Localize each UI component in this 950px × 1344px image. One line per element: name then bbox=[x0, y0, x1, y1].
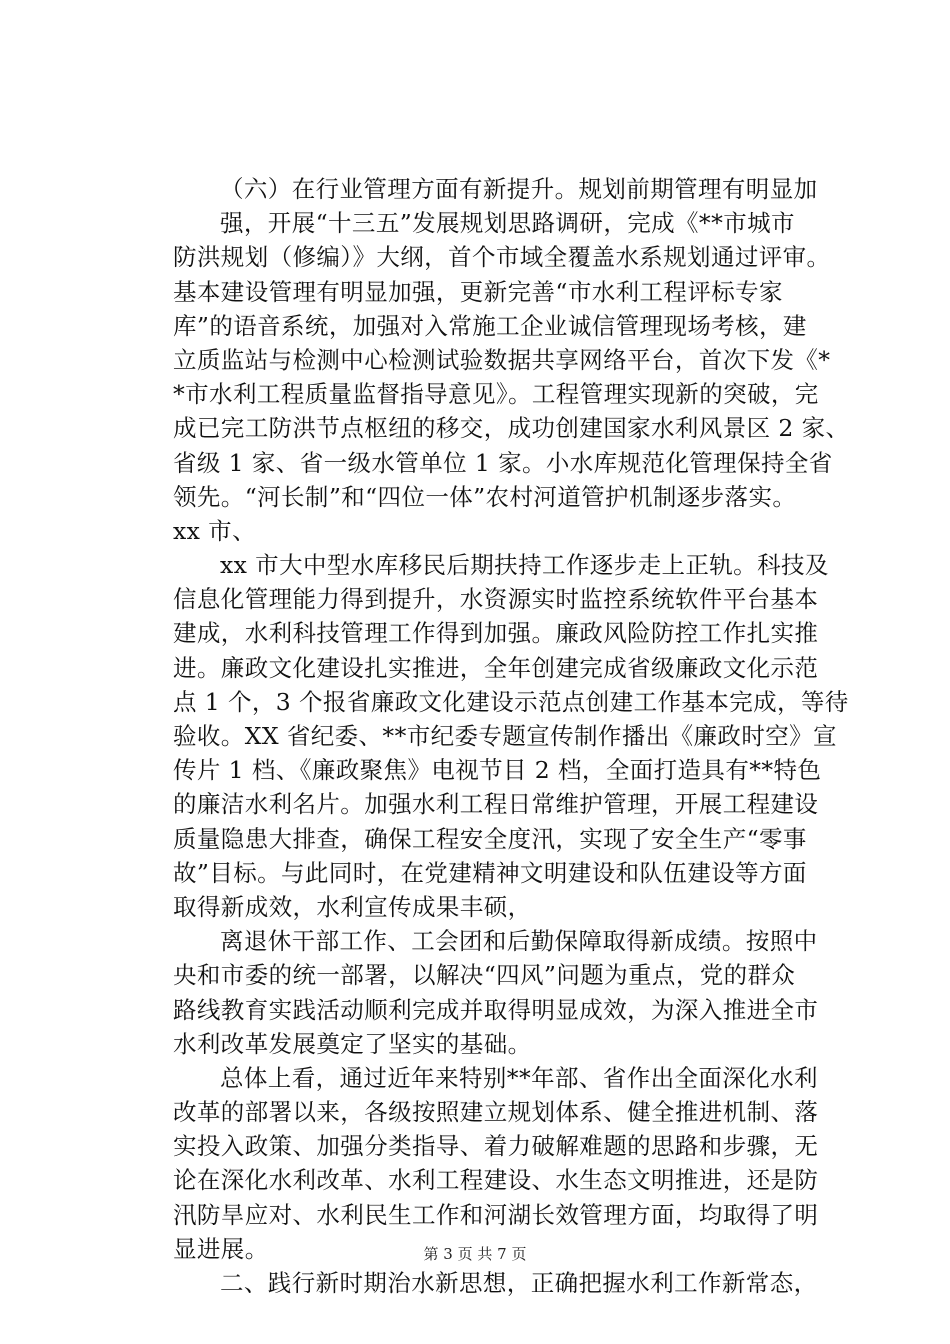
text-line: 建成，水利科技管理工作得到加强。廉政风险防控工作扎实推 bbox=[173, 619, 819, 648]
text-line: 显进展。 bbox=[173, 1234, 269, 1263]
text-line: 央和市委的统一部署，以解决“四风”问题为重点，党的群众 bbox=[173, 961, 796, 990]
text-line: 库”的语音系统，加强对入常施工企业诚信管理现场考核，建 bbox=[173, 311, 807, 340]
text-line: 二、践行新时期治水新思想，正确把握水利工作新常态， bbox=[220, 1269, 818, 1297]
text-line: 防洪规划（修编）》大纲，首个市域全覆盖水系规划通过评审。 bbox=[173, 243, 831, 272]
text-line: 水利改革发展奠定了坚实的基础。 bbox=[173, 1029, 532, 1058]
text-line: 信息化管理能力得到提升，水资源实时监控系统软件平台基本 bbox=[173, 585, 819, 614]
document-body bbox=[173, 172, 863, 1300]
text-line: 路线教育实践活动顺利完成并取得明显成效，为深入推进全市 bbox=[173, 995, 819, 1024]
text-line: xx 市大中型水库移民后期扶持工作逐步走上正轨。科技及 bbox=[220, 551, 829, 580]
text-line: 总体上看，通过近年来特别**年部、省作出全面深化水利 bbox=[220, 1063, 818, 1092]
text-line: 的廉洁水利名片。加强水利工程日常维护管理，开展工程建设 bbox=[173, 790, 819, 819]
text-line: xx 市、 bbox=[173, 516, 256, 545]
text-line: 验收。XX 省纪委、**市纪委专题宣传制作播出《廉政时空》宣 bbox=[173, 722, 837, 750]
text-line: 汛防旱应对、水利民生工作和河湖长效管理方面，均取得了明 bbox=[173, 1200, 819, 1229]
text-line: 传片 1 档、《廉政聚焦》电视节目 2 档，全面打造具有**特色 bbox=[173, 756, 822, 785]
text-line: 质量隐患大排查，确保工程安全度汛，实现了安全生产“零事 bbox=[173, 824, 807, 853]
text-line: 论在深化水利改革、水利工程建设、水生态文明推进，还是防 bbox=[173, 1166, 819, 1195]
text-line: 取得新成效，水利宣传成果丰硕， bbox=[173, 892, 532, 921]
text-line: 强，开展“十三五”发展规划思路调研，完成《**市城市 bbox=[220, 209, 795, 238]
text-line: 点 1 个，3 个报省廉政文化建设示范点创建工作基本完成，等待 bbox=[173, 687, 849, 716]
text-line: 离退休干部工作、工会团和后勤保障取得新成绩。按照中 bbox=[220, 927, 818, 956]
page-footer: 第 3 页 共 7 页 bbox=[423, 1245, 527, 1263]
text-line: 立质监站与检测中心检测试验数据共享网络平台，首次下发《* bbox=[173, 345, 831, 374]
text-line: *市水利工程质量监督指导意见》。工程管理实现新的突破，完 bbox=[173, 380, 819, 409]
text-line: 故”目标。与此同时，在党建精神文明建设和队伍建设等方面 bbox=[173, 858, 807, 887]
text-line: （六）在行业管理方面有新提升。规划前期管理有明显加 bbox=[220, 175, 818, 203]
text-line: 省级 1 家、省一级水管单位 1 家。小水库规范化管理保持全省 bbox=[173, 448, 833, 477]
text-line: 基本建设管理有明显加强，更新完善“市水利工程评标专家 bbox=[173, 277, 783, 306]
text-line: 改革的部署以来，各级按照建立规划体系、健全推进机制、落 bbox=[173, 1098, 819, 1127]
text-line: 进。廉政文化建设扎实推进，全年创建完成省级廉政文化示范 bbox=[173, 653, 819, 682]
text-line: 实投入政策、加强分类指导、着力破解难题的思路和步骤，无 bbox=[173, 1132, 819, 1161]
text-line: 领先。“河长制”和“四位一体”农村河道管护机制逐步落实。 bbox=[173, 482, 797, 511]
text-line: 成已完工防洪节点枢纽的移交，成功创建国家水利风景区 2 家、 bbox=[173, 414, 850, 443]
